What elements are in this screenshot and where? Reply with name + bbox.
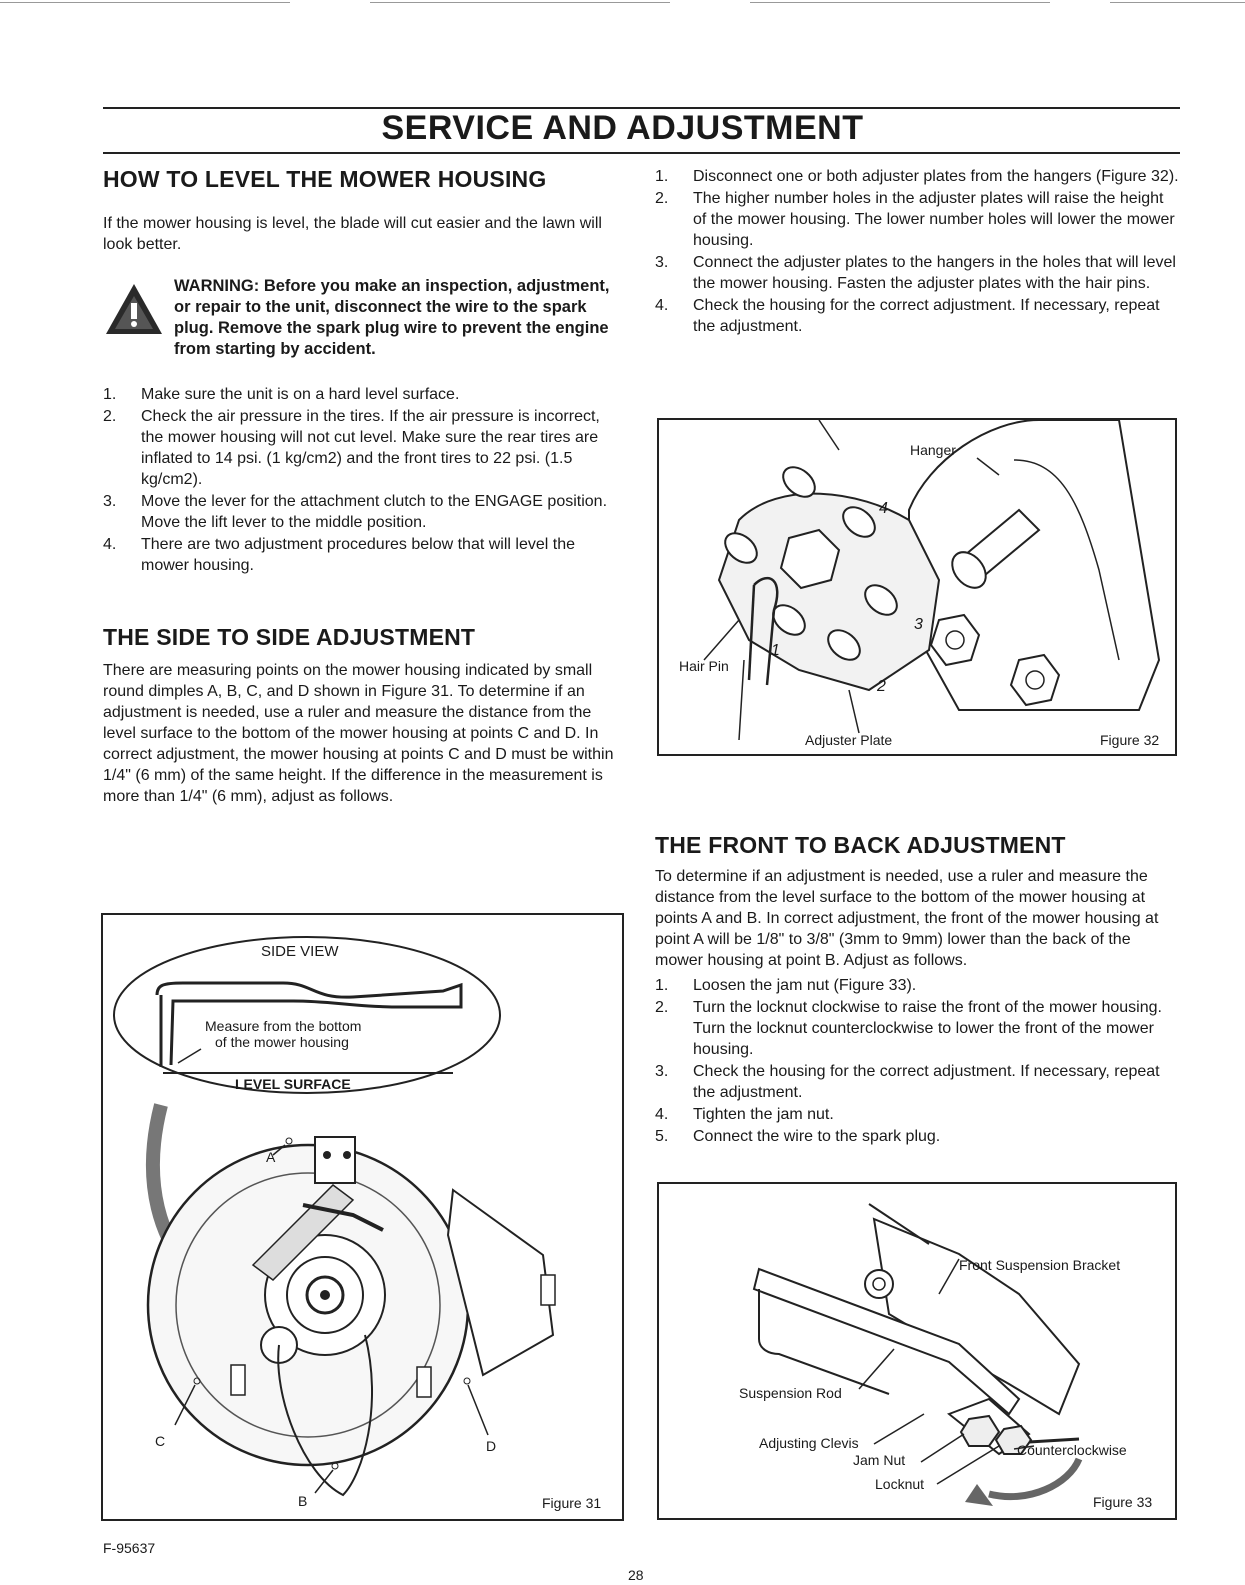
- hole-number-3: 3: [914, 616, 923, 633]
- locknut-label: Locknut: [875, 1476, 925, 1492]
- list-item: 3. Connect the adjuster plates to the hangers in the holes that will level the mower housing. Fasten the adjuster plates with the hair pins.: [655, 254, 1176, 292]
- top-border-line: [370, 2, 670, 3]
- list-item: 2. The higher number holes in the adjuster plates will raise the height of the mower housing. The lower number holes will lower the mower housing.: [655, 190, 1175, 249]
- page-number: 28: [628, 1567, 644, 1583]
- hole-number-4: 4: [879, 500, 888, 517]
- adjuster-plate-illustration: [659, 420, 1175, 754]
- suspension-rod-label: Suspension Rod: [739, 1385, 842, 1401]
- counterclockwise-label: Counterclockwise: [1017, 1442, 1127, 1458]
- page-title: SERVICE AND ADJUSTMENT: [381, 109, 864, 147]
- side-to-side-paragraph: There are measuring points on the mower housing indicated by small round dimples A, B, C, and D shown in Figure 31. To determine if an adjustment is needed, use a ruler and measure the distance from the level surface to the bottom of the mower housing at points C and D. In correct adjustment, the mower housing at points C and D must be within 1/4" (6 mm) of the same height. If the difference in the measurement is more than 1/4" (6 mm), adjust as follows.: [103, 662, 614, 805]
- figure-33: [657, 1182, 1177, 1520]
- figure-32: [657, 418, 1177, 756]
- front-to-back-paragraph: To determine if an adjustment is needed, use a ruler and measure the distance from the level surface to the bottom of the mower housing at points A and B. In correct adjustment, the front of the mower housing at point A will be 1/8" to 3/8" (3mm to 9mm) lower than the back of the mower housing at point B. Adjust as follows.: [655, 868, 1159, 969]
- section-heading-level-housing: HOW TO LEVEL THE MOWER HOUSING: [103, 166, 547, 192]
- figure-31: [101, 913, 624, 1521]
- top-border-line: [0, 2, 290, 3]
- level-surface-label: LEVEL SURFACE: [235, 1076, 351, 1092]
- front-bracket-label: Front Suspension Bracket: [959, 1257, 1121, 1273]
- hair-pin-label: Hair Pin: [679, 658, 729, 674]
- intro-paragraph: If the mower housing is level, the blade will cut easier and the lawn will look better.: [103, 215, 602, 253]
- point-d-label: D: [486, 1438, 497, 1454]
- list-item: 5. Connect the wire to the spark plug.: [655, 1128, 941, 1145]
- side-adjust-steps: [655, 166, 1180, 338]
- hole-number-1: 1: [771, 642, 780, 659]
- list-item: 2. Check the air pressure in the tires. If the air pressure is incorrect, the mower housing will not cut level. Make sure the rear tires are inflated to 14 psi. (1 kg/cm2) and the front tires to 22 psi. (1.5 kg/cm2).: [103, 408, 600, 488]
- jam-nut-label: Jam Nut: [853, 1452, 906, 1468]
- section-heading-front-to-back: THE FRONT TO BACK ADJUSTMENT: [655, 832, 1066, 858]
- point-a-label: A: [266, 1149, 276, 1165]
- figure-32-caption: Figure 32: [1100, 732, 1160, 748]
- measure-label-line1: Measure from the bottom: [205, 1018, 362, 1034]
- point-c-label: C: [155, 1433, 166, 1449]
- measure-label-line2: of the mower housing: [215, 1034, 349, 1050]
- hanger-label: Hanger: [910, 442, 956, 458]
- top-border-line: [750, 2, 1050, 3]
- list-item: 2. Turn the locknut clockwise to raise the front of the mower housing. Turn the locknut counterclockwise to lower the front of the mower housing.: [655, 999, 1162, 1058]
- figure-31-caption: Figure 31: [542, 1495, 602, 1511]
- list-item: 4. Check the housing for the correct adjustment. If necessary, repeat the adjustment.: [655, 297, 1160, 335]
- hole-number-2: 2: [877, 678, 886, 695]
- warning-text: WARNING: Before you make an inspection, adjustment, or repair to the unit, disconnect the wire to the spark plug. Remove the spark plug wire to prevent the engine from starting by accident.: [174, 277, 610, 358]
- part-number: F-95637: [103, 1540, 156, 1556]
- point-b-label: B: [298, 1493, 308, 1509]
- leveling-steps: [103, 384, 625, 577]
- suspension-illustration: [659, 1184, 1175, 1518]
- list-item: 3. Move the lever for the attachment clutch to the ENGAGE position. Move the lift lever to the middle position.: [103, 493, 608, 531]
- mower-housing-illustration: [103, 915, 622, 1519]
- adjuster-plate-label: Adjuster Plate: [805, 732, 893, 748]
- section-heading-side-to-side: THE SIDE TO SIDE ADJUSTMENT: [103, 624, 476, 650]
- top-border-line: [1110, 2, 1245, 3]
- list-item: 4. There are two adjustment procedures below that will level the mower housing.: [103, 536, 575, 574]
- side-view-label: SIDE VIEW: [261, 943, 339, 960]
- figure-33-caption: Figure 33: [1093, 1494, 1153, 1510]
- list-item: 1. Disconnect one or both adjuster plates from the hangers (Figure 32).: [655, 168, 1179, 185]
- list-item: 1. Make sure the unit is on a hard level surface.: [103, 386, 460, 403]
- list-item: 1. Loosen the jam nut (Figure 33).: [655, 977, 917, 994]
- title-rule-bottom: [103, 152, 1180, 154]
- list-item: 4. Tighten the jam nut.: [655, 1106, 834, 1123]
- front-adjust-steps: [655, 975, 1180, 1148]
- adjusting-clevis-label: Adjusting Clevis: [759, 1435, 859, 1451]
- list-item: 3. Check the housing for the correct adjustment. If necessary, repeat the adjustment.: [655, 1063, 1160, 1101]
- warning-icon: [103, 281, 165, 337]
